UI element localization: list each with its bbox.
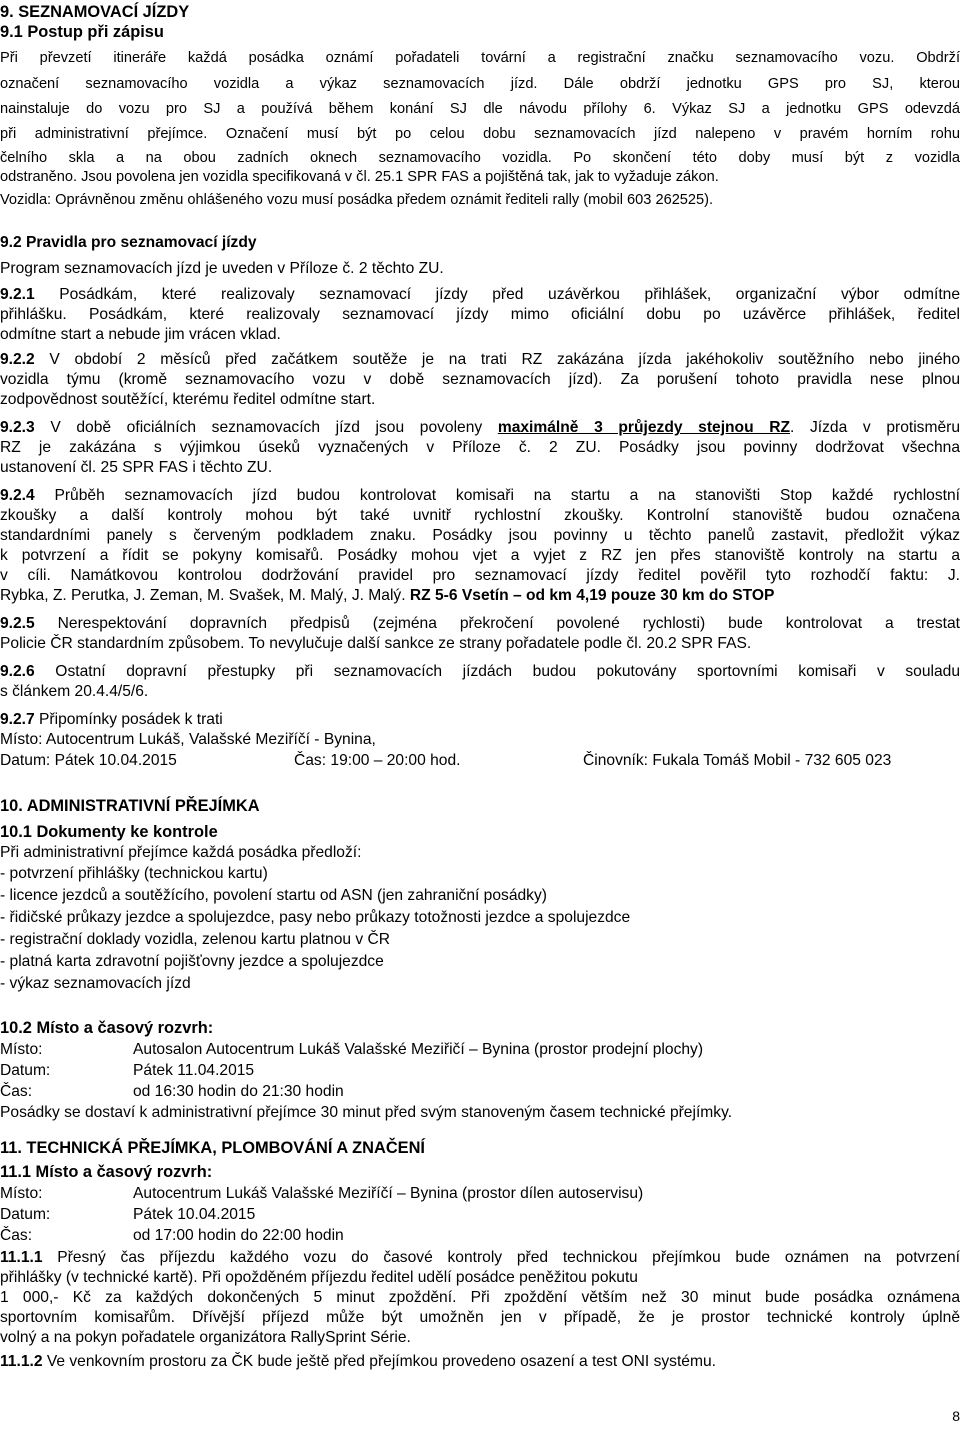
info-label: Místo: (0, 1041, 43, 1058)
clause-text: Připomínky posádek k trati (34, 711, 223, 728)
remarks-official: Činovník: Fukala Tomáš Mobil - 732 605 023 (583, 752, 892, 769)
paragraph-line: RZ je zakázána s výjimkou úseků vyznačených v Příloze č. 2 ZU. Posádky jsou povinny dodržovat všechna (0, 439, 960, 456)
clause-text: Nerespektování dopravních předpisů (zejména překročení povolené rychlosti) bude kontrolovat a trestat (34, 615, 960, 632)
paragraph-line: sportovním komisařům. Dřívější příjezd může být umožněn jen v případě, že je prostor technické kontroly úplně (0, 1309, 960, 1326)
info-value: Autosalon Autocentrum Lukáš Valašské Meziřičí – Bynina (prostor prodejní plochy) (133, 1041, 704, 1058)
paragraph-line: Policie ČR standardním způsobem. To nevylučuje další sankce ze strany pořadatele podle čl. 20.2 SPR FAS. (0, 635, 752, 652)
info-value: od 17:00 hodin do 22:00 hodin (133, 1227, 344, 1244)
section-9-1-title: 9.1 Postup při zápisu (0, 23, 164, 41)
info-label: Datum: (0, 1206, 51, 1223)
section-10-1-title: 10.1 Dokumenty ke kontrole (0, 823, 218, 841)
paragraph-line: Vozidla: Oprávněnou změnu ohlášeného vozu musí posádka předem oznámit řediteli rally (mobil 603 262525). (0, 192, 714, 208)
paragraph-9-2-3-line (0, 418, 960, 438)
paragraph-11-1-1-line (0, 1248, 960, 1268)
paragraph-line: zkoušky a další kontroly mohou být také uvnitř rychlostní zkoušky. Kontrolní stanoviště budou označena (0, 507, 960, 524)
paragraph-9-2-4-line (0, 486, 960, 506)
section-9-title: 9. SEZNAMOVACÍ JÍZDY (0, 3, 190, 21)
paragraph-line: v cíli. Namátkovou kontrolou dodržování pravidel pro seznamovací jízdy ředitel pověřil tyto rozhodčí faktu: J. (0, 567, 960, 584)
section-10-1-intro: Při administrativní přejímce každá posádka předloží: (0, 844, 362, 861)
paragraph-9-2-7-line (0, 710, 960, 730)
paragraph-line: volný a na pokyn pořadatele organizátora RallySprint Série. (0, 1329, 411, 1346)
clause-number: 9.2.4 (0, 487, 35, 504)
clause-number: 9.2.7 (0, 711, 35, 728)
info-label: Čas: (0, 1083, 33, 1100)
paragraph-line: standardními panely s červeným podkladem znaku. Posádky jsou povinny u těchto panelů zastavit, předložit výkaz (0, 527, 960, 544)
section-10-title: 10. ADMINISTRATIVNÍ PŘEJÍMKA (0, 797, 260, 815)
clause-number: 9.2.1 (0, 286, 35, 303)
section-11-1-title: 11.1 Místo a časový rozvrh: (0, 1163, 213, 1181)
paragraph-11-1-2-line (0, 1352, 960, 1372)
paragraph-9-2-6-line (0, 662, 960, 682)
paragraph-line: ustanovení čl. 25 SPR FAS i těchto ZU. (0, 459, 273, 476)
clause-text: Přesný čas příjezdu každého vozu do časové kontroly před technickou přejímkou bude oznámen na potvrzení (42, 1249, 960, 1266)
info-value: Autocentrum Lukáš Valašské Meziříčí – Bynina (prostor dílen autoservisu) (133, 1185, 644, 1202)
info-label: Místo: (0, 1185, 43, 1202)
paragraph-line: při administrativní přejímce. Označení musí být po celou dobu seznamovacích jízd nalepeno v pravém horním rohu (0, 126, 960, 142)
list-item: - výkaz seznamovacích jízd (0, 975, 191, 992)
paragraph-line: přihlášku. Posádkám, které realizovaly seznamovací jízdy mimo oficiální dobu po uzávěrce přihlášek, ředitel (0, 306, 960, 323)
paragraph-line: označení seznamovacího vozidla a výkaz seznamovacích jízd. Dále obdrží jednotku GPS pro SJ, kterou (0, 76, 960, 92)
clause-number: 9.2.3 (0, 419, 35, 436)
clause-text: . Jízda v protisměru (790, 419, 960, 436)
paragraph-line: 1 000,- Kč za každých dokončených 5 minut zpoždění. Při zpoždění větším než 30 minut bude posádka oznámena (0, 1289, 960, 1306)
paragraph-9-2-2-line (0, 350, 960, 370)
clause-text: Posádkám, které realizovaly seznamovací jízdy před uzávěrkou přihlášek, organizační výbor odmítne (34, 286, 960, 303)
info-value: Pátek 11.04.2015 (133, 1062, 255, 1079)
section-9-2-intro: Program seznamovacích jízd je uveden v Příloze č. 2 těchto ZU. (0, 260, 444, 277)
section-9-2-title-text: 9.2 Pravidla pro seznamovací jízdy (0, 234, 257, 251)
paragraph-9-2-5-line (0, 614, 960, 634)
paragraph-line: vozidla týmu (kromě seznamovacího vozu v době seznamovacích jízd). Za porušení tohoto pravidla nese plnou (0, 371, 960, 388)
section-11-title: 11. TECHNICKÁ PŘEJÍMKA, PLOMBOVÁNÍ A ZNAČENÍ (0, 1139, 425, 1157)
clause-number: 9.2.6 (0, 663, 35, 680)
clause-number: 11.1.1 (0, 1249, 43, 1266)
paragraph-line: zodpovědnost soutěžící, kterému ředitel odmítne start. (0, 391, 376, 408)
paragraph-line: Při převzetí itineráře každá posádka oznámí pořadateli tovární a registrační značku seznamovacího vozu. Obdrží (0, 50, 960, 66)
emphasis-text: maximálně 3 průjezdy stejnou RZ (497, 419, 791, 436)
paragraph-line: s článkem 20.4.4/5/6. (0, 683, 149, 700)
clause-text: Ve venkovním prostoru za ČK bude ještě před přejímkou provedeno osazení a test ONI systému. (42, 1353, 716, 1370)
clause-text: V období 2 měsíců před začátkem soutěže je na trati RZ zakázána jízda jakéhokoliv soutěžního nebo jiného (34, 351, 960, 368)
info-value: Pátek 10.04.2015 (133, 1206, 256, 1223)
info-value: od 16:30 hodin do 21:30 hodin (133, 1083, 344, 1100)
info-label: Čas: (0, 1227, 33, 1244)
clause-number: 11.1.2 (0, 1353, 43, 1370)
section-10-2-note: Posádky se dostaví k administrativní přejímce 30 minut před svým stanoveným časem technické přejímky. (0, 1104, 733, 1121)
clause-text: Ostatní dopravní přestupky při seznamovacích jízdách budou pokutovány sportovními komisaři v souladu (34, 663, 960, 680)
clause-text: V době oficiálních seznamovacích jízd jsou povoleny (34, 419, 498, 436)
clause-text: Rybka, Z. Perutka, J. Zeman, M. Svašek, M. Malý, J. Malý. (0, 587, 410, 604)
remarks-time: Čas: 19:00 – 20:00 hod. (294, 752, 461, 769)
list-item: - licence jezdců a soutěžícího, povolení startu od ASN (jen zahraniční posádky) (0, 887, 547, 904)
section-10-2-title: 10.2 Místo a časový rozvrh: (0, 1019, 214, 1037)
list-item: - řidičské průkazy jezdce a spolujezdce, pasy nebo průkazy totožnosti jezdce a spolujezdce (0, 909, 631, 926)
clause-text: Průběh seznamovacích jízd budou kontrolovat komisaři na startu a na stanovišti Stop každé rychlostní (34, 487, 960, 504)
paragraph-line: k potvrzení a řídit se pokyny komisařů. Posádky mohou vjet a vyjet z RZ jen přes stanoviště kontroly na startu a (0, 547, 960, 564)
paragraph-9-2-1-line (0, 285, 960, 305)
paragraph-line: odmítne start a nebude jim vrácen vklad. (0, 326, 281, 343)
list-item: - potvrzení přihlášky (technickou kartu) (0, 865, 268, 882)
paragraph-line: nainstaluje do vozu pro SJ a používá během konání SJ dle návodu přílohy 6. Výkaz SJ a jednotku GPS odevzdá (0, 101, 960, 117)
emphasis-text: RZ 5-6 Vsetín – od km 4,19 pouze 30 km do STOP (409, 587, 775, 604)
info-label: Datum: (0, 1062, 51, 1079)
clause-number: 9.2.5 (0, 615, 35, 632)
section-9-2-title (0, 233, 960, 253)
list-item: - platná karta zdravotní pojišťovny jezdce a spolujezdce (0, 953, 384, 970)
paragraph-line: odstraněno. Jsou povolena jen vozidla specifikovaná v čl. 25.1 SPR FAS a pojištěná tak, jak to vyžaduje zákon. (0, 169, 719, 185)
remarks-place: Místo: Autocentrum Lukáš, Valašské Meziříčí - Bynina, (0, 731, 376, 748)
clause-number: 9.2.2 (0, 351, 35, 368)
remarks-date: Datum: Pátek 10.04.2015 (0, 752, 177, 769)
paragraph-line (0, 586, 960, 606)
list-item: - registrační doklady vozidla, zelenou kartu platnou v ČR (0, 931, 391, 948)
paragraph-line: čelního skla a na obou zadních oknech seznamovacího vozidla. Po skončení této doby musí být z vozidla (0, 150, 960, 166)
page-number: 8 (952, 1408, 960, 1424)
paragraph-line: přihlášky (v technické kartě). Při opožděném příjezdu ředitel udělí posádce peněžitou pokutu (0, 1269, 638, 1286)
